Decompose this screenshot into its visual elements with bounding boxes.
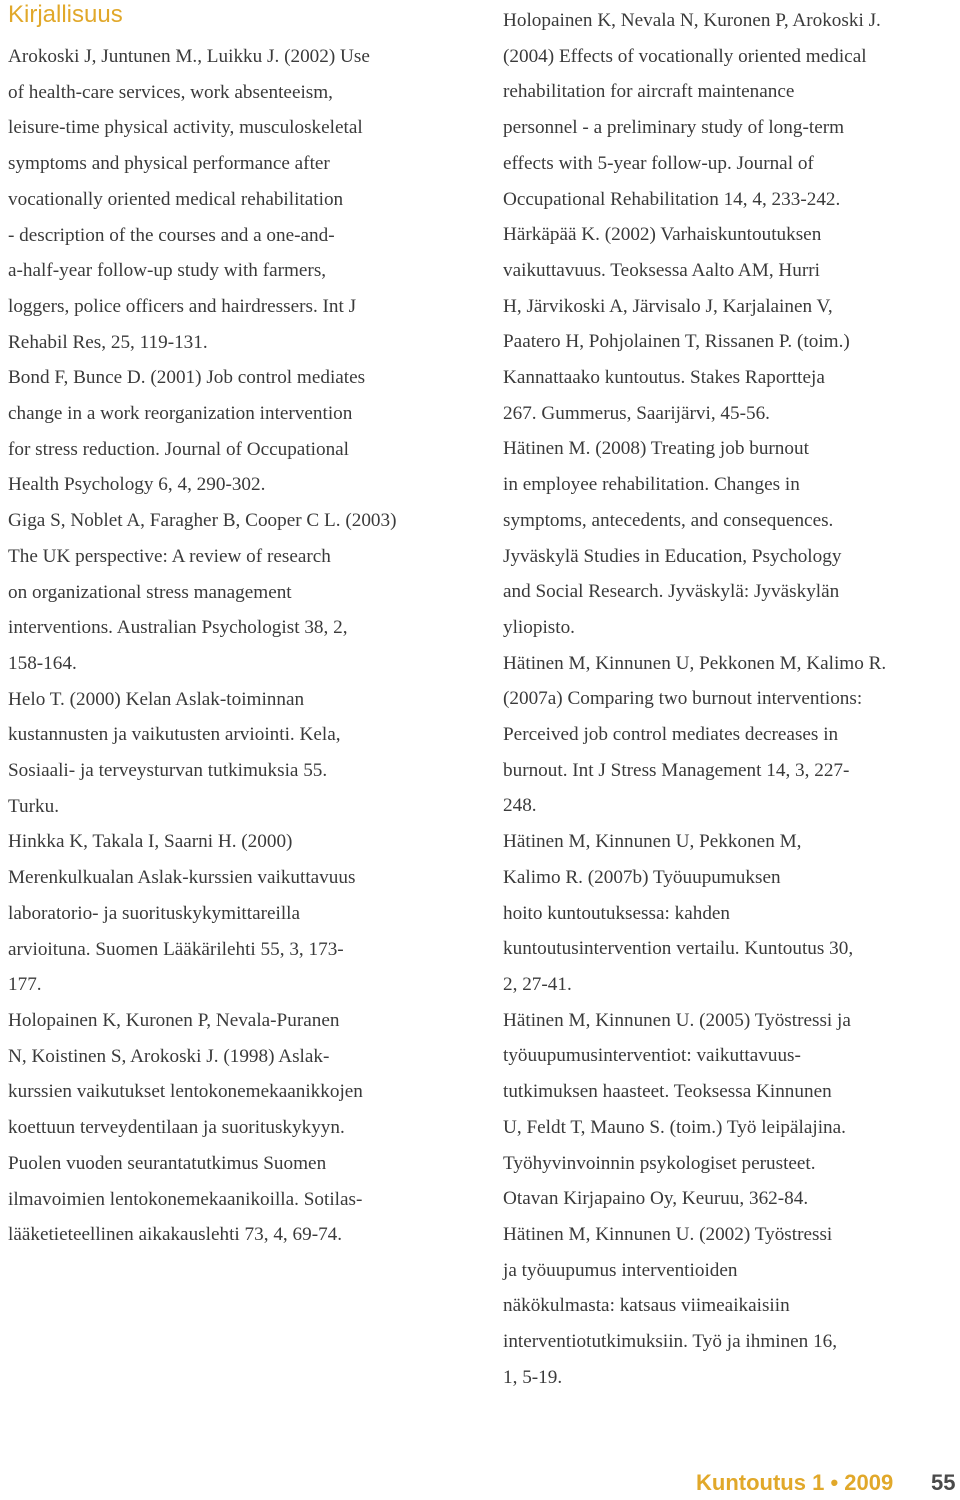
reference-line: a-half-year follow-up study with farmers, [8,260,327,282]
reference-line: kustannusten ja vaikutusten arviointi. Kela, [8,724,341,746]
reference-line: Jyväskylä Studies in Education, Psychology [503,545,842,567]
reference-line: symptoms and physical performance after [8,153,330,175]
reference-entry [8,503,470,682]
reference-entry [503,3,955,217]
reference-line: Helo T. (2000) Kelan Aslak-toiminnan [8,688,305,710]
reference-line: Hinkka K, Takala I, Saarni H. (2000) [8,831,293,853]
reference-line: (2007a) Comparing two burnout interventions: [503,688,863,710]
reference-line: of health-care services, work absenteeism, [8,81,333,103]
reference-line: symptoms, antecedents, and consequences. [503,509,834,531]
reference-line: Holopainen K, Kuronen P, Nevala-Puranen [8,1009,340,1031]
reference-entry [8,39,470,360]
reference-line: yliopisto. [503,616,575,638]
reference-line: ilmavoimien lentokonemekaanikoilla. Sotilas- [8,1188,363,1210]
reference-line: in employee rehabilitation. Changes in [503,474,800,496]
reference-line: Työhyvinvoinnin psykologiset perusteet. [503,1152,816,1174]
reference-line: - description of the courses and a one-and- [8,224,335,246]
section-heading: Kirjallisuus [8,1,123,28]
reference-line: (2004) Effects of vocationally oriented medical [503,45,867,67]
reference-line: burnout. Int J Stress Management 14, 3, 227- [503,759,850,781]
reference-line: Occupational Rehabilitation 14, 4, 233-242. [503,188,841,210]
reference-line: Hätinen M, Kinnunen U. (2005) Työstressi ja [503,1009,851,1031]
reference-line: N, Koistinen S, Arokoski J. (1998) Aslak- [8,1045,330,1067]
reference-line: vocationally oriented medical rehabilitation [8,188,344,210]
reference-line: effects with 5-year follow-up. Journal of [503,152,814,174]
reference-line: vaikuttavuus. Teoksessa Aalto AM, Hurri [503,259,820,281]
reference-line: 248. [503,795,537,817]
reference-line: The UK perspective: A review of research [8,545,331,567]
reference-line: Hätinen M, Kinnunen U, Pekkonen M, [503,831,802,853]
reference-line: Bond F, Bunce D. (2001) Job control mediates [8,367,366,389]
reference-entry [503,1217,955,1396]
reference-line: H, Järvikoski A, Järvisalo J, Karjalainen V, [503,295,833,317]
reference-line: Hätinen M, Kinnunen U, Pekkonen M, Kalimo R. [503,652,887,674]
reference-line: kuntoutusintervention vertailu. Kuntoutus 30, [503,938,854,960]
reference-entry [8,682,470,825]
reference-line: 177. [8,974,42,996]
reference-line: Kannattaako kuntoutus. Stakes Raportteja [503,367,825,389]
reference-line: Holopainen K, Nevala N, Kuronen P, Arokoski J. [503,10,881,31]
reference-line: Turku. [8,795,60,817]
reference-line: Hätinen M, Kinnunen U. (2002) Työstressi [503,1223,833,1245]
reference-line: Hätinen M. (2008) Treating job burnout [503,438,809,460]
reference-line: loggers, police officers and hairdressers. Int J [8,295,357,317]
journal-issue [696,1466,893,1500]
reference-line: Giga S, Noblet A, Faragher B, Cooper C L. (2003) [8,510,397,532]
reference-line: change in a work reorganization intervention [8,403,353,425]
reference-line: arvioituna. Suomen Lääkärilehti 55, 3, 173- [8,938,344,960]
references-left-column [8,39,470,1253]
reference-line: laboratorio- ja suorituskykymittareilla [8,902,301,924]
reference-entry [503,646,955,825]
reference-line: Puolen vuoden seurantatutkimus Suomen [8,1152,327,1174]
reference-entry [8,1003,470,1253]
reference-line: Arokoski J, Juntunen M., Luikku J. (2002) Use [8,46,370,67]
reference-entry [503,824,955,1003]
reference-line: 158-164. [8,652,77,674]
page-number: 55 [931,1470,956,1495]
reference-line: koettuun terveydentilaan ja suorituskykyyn. [8,1117,345,1139]
reference-line: Kalimo R. (2007b) Työuupumuksen [503,866,781,888]
reference-entry [8,824,470,1003]
journal-name: Kuntoutus 1 [696,1470,825,1495]
reference-line: 2, 27-41. [503,973,572,995]
reference-line: personnel - a preliminary study of long-term [503,117,845,139]
references-right-column [503,3,955,1395]
reference-line: on organizational stress management [8,581,292,603]
reference-line: kurssien vaikutukset lentokonemekaanikkojen [8,1081,363,1103]
reference-line: rehabilitation for aircraft maintenance [503,81,795,103]
reference-line: tutkimuksen haasteet. Teoksessa Kinnunen [503,1081,832,1103]
reference-line: interventiotutkimuksiin. Työ ja ihminen 16, [503,1331,838,1353]
reference-line: ja työuupumus interventioiden [503,1259,738,1281]
reference-entry [503,217,955,431]
reference-line: työuupumusinterventiot: vaikuttavuus- [503,1045,801,1067]
reference-line: Merenkulkualan Aslak-kurssien vaikuttavuus [8,867,356,889]
reference-entry [8,360,470,503]
reference-line: and Social Research. Jyväskylä: Jyväskylän [503,581,840,603]
reference-line: leisure-time physical activity, musculoskeletal [8,117,363,139]
reference-line: hoito kuntoutuksessa: kahden [503,902,731,924]
reference-entry [503,431,955,645]
reference-line: U, Feldt T, Mauno S. (toim.) Työ leipälajina. [503,1116,846,1138]
reference-line: for stress reduction. Journal of Occupational [8,438,350,460]
page-footer [0,1466,960,1500]
reference-entry [503,1003,955,1217]
journal-year: 2009 [844,1470,894,1495]
reference-line: Paatero H, Pohjolainen T, Rissanen P. (toim.) [503,331,850,353]
reference-line: Health Psychology 6, 4, 290-302. [8,474,266,496]
reference-line: näkökulmasta: katsaus viimeaikaisiin [503,1295,790,1317]
reference-line: Perceived job control mediates decreases in [503,724,839,746]
reference-line: Rehabil Res, 25, 119-131. [8,331,208,353]
separator-bullet: • [830,1470,839,1495]
reference-line: interventions. Australian Psychologist 38, 2, [8,617,348,639]
reference-line: Otavan Kirjapaino Oy, Keuruu, 362-84. [503,1188,809,1210]
reference-line: lääketieteellinen aikakauslehti 73, 4, 69-74. [8,1224,343,1246]
reference-line: 267. Gummerus, Saarijärvi, 45-56. [503,402,770,424]
reference-line: 1, 5-19. [503,1366,563,1388]
reference-line: Härkäpää K. (2002) Varhaiskuntoutuksen [503,224,822,246]
reference-line: Sosiaali- ja terveysturvan tutkimuksia 55. [8,760,328,782]
